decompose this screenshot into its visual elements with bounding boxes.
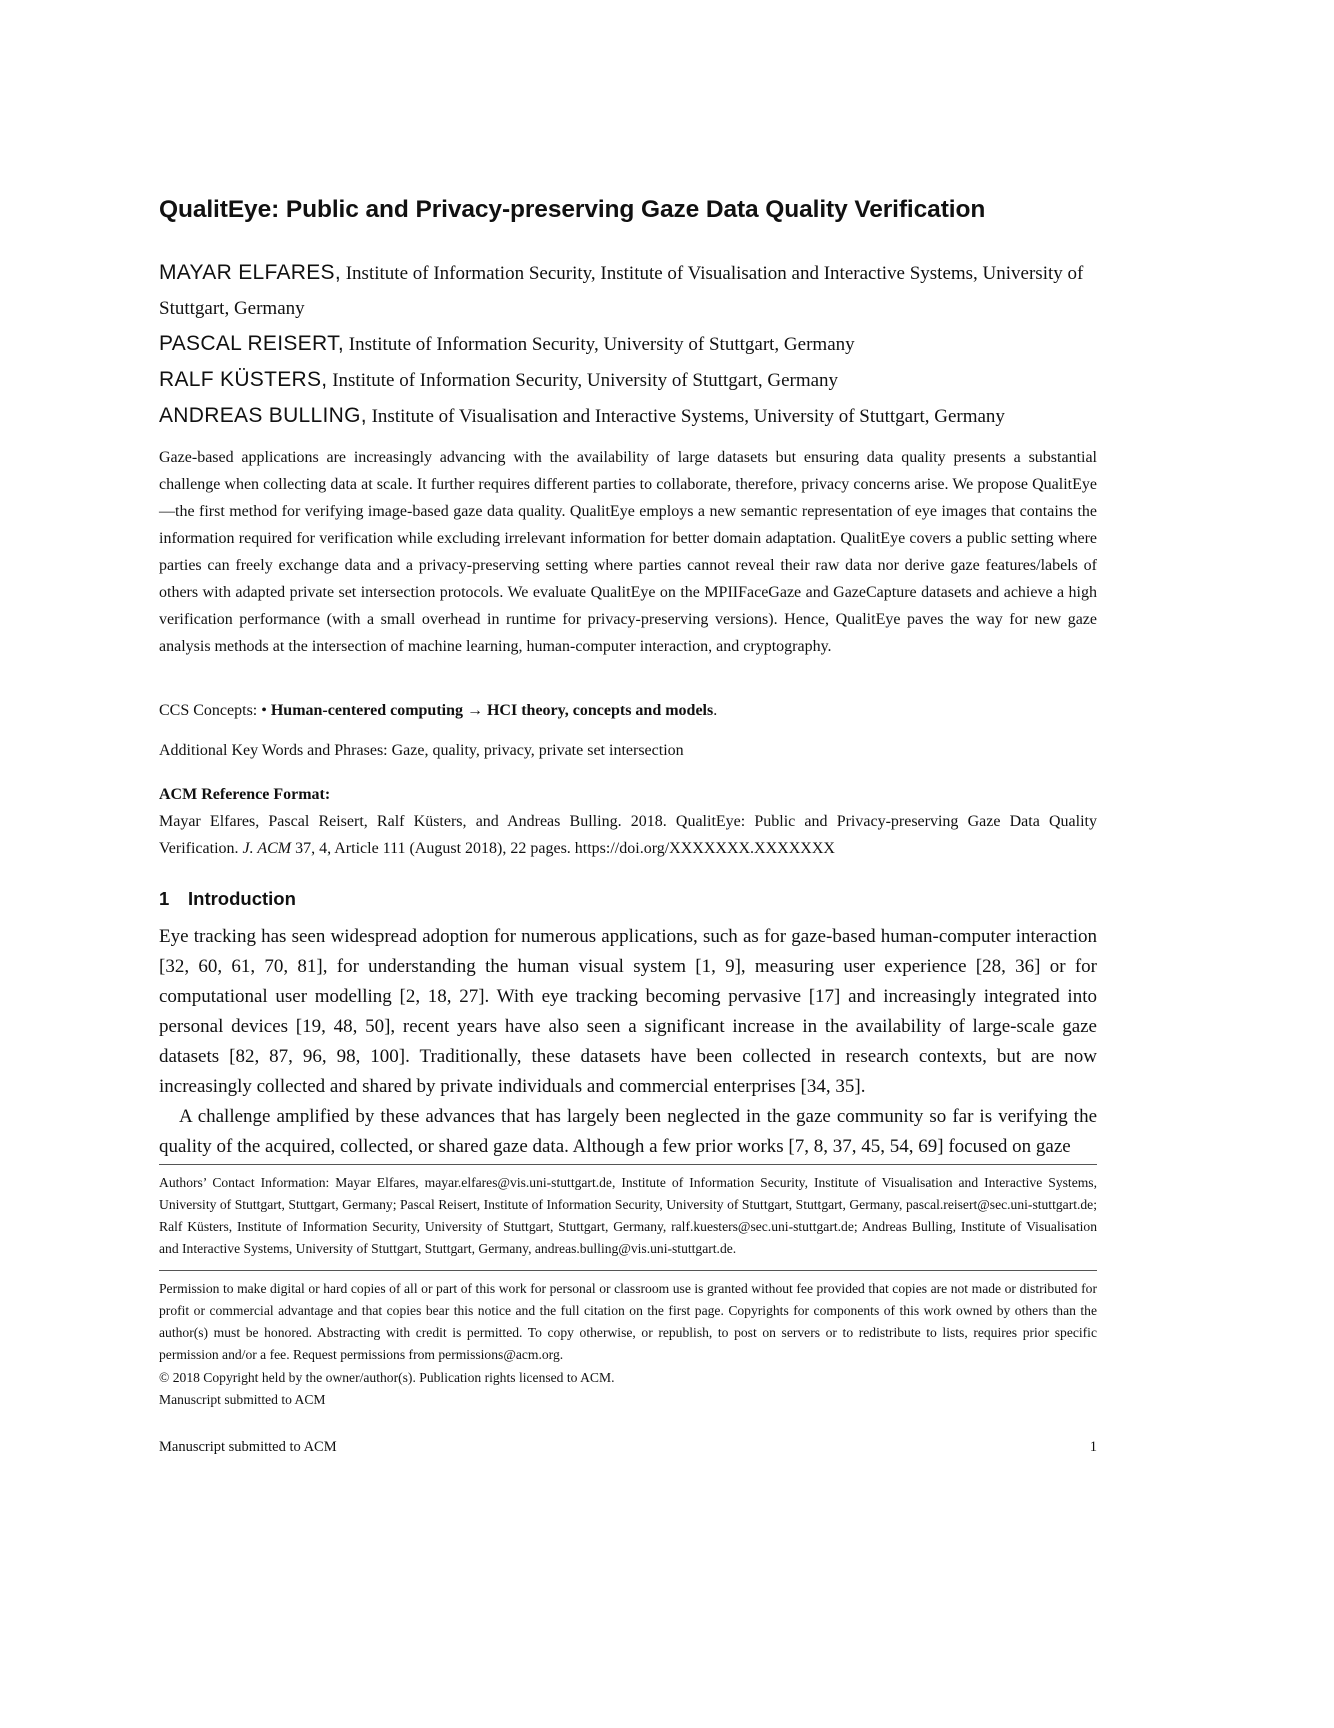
acm-reference-heading: ACM Reference Format: — [159, 786, 331, 803]
acm-reference-text — [159, 808, 1097, 862]
author-name: ANDREAS BULLING, — [159, 404, 367, 427]
author-entry — [159, 362, 1097, 398]
page-number: 1 — [1089, 1439, 1097, 1455]
section-heading — [159, 888, 296, 910]
author-name: PASCAL REISERT, — [159, 332, 345, 355]
ccs-prefix: CCS Concepts: • — [159, 702, 271, 719]
abstract: Gaze-based applications are increasingly advancing with the availability of large datasets but ensuring data quality presents a substantial challenge when collecting data at scale. It further requires different parties to collaborate, therefore, privacy concerns arise. We propose QualitEye—the first method for verifying image-based gaze data quality. QualitEye employs a new semantic representation of eye images that contains the information required for verification while excluding irrelevant information for better domain adaptation. QualitEye covers a public setting where parties can freely exchange data and a privacy-preserving setting where parties cannot reveal their raw data nor derive gaze features/labels of others with adapted private set intersection protocols. We evaluate QualitEye on the MPIIFaceGaze and GazeCapture datasets and achieve a high verification performance (with a small overhead in runtime for privacy-preserving versions). Hence, QualitEye paves the way for new gaze analysis methods at the intersection of machine learning, human-computer interaction, and cryptography. — [159, 449, 1097, 655]
acm-reference-details: 37, 4, Article 111 (August 2018), 22 pages. https://doi.org/XXXXXXX.XXXXXXX — [291, 840, 835, 857]
copyright-block — [159, 1367, 1097, 1411]
author-entry — [159, 326, 1097, 362]
author-name: RALF KÜSTERS, — [159, 368, 328, 391]
author-entry — [159, 255, 1097, 326]
paragraph: A challenge amplified by these advances that has largely been neglected in the gaze community so far is verifying the quality of the acquired, collected, or shared gaze data. Although a few prior works [7, 8, 37, 45, 54, 69] focused on gaze — [159, 1106, 1097, 1157]
permission-notice: Permission to make digital or hard copies of all or part of this work for personal or classroom use is granted without fee provided that copies are not made or distributed for profit or commercial advantage and that copies bear this notice and the full citation on the first page. Copyrights for components of this work owned by others than the author(s) must be honored. Abstracting with credit is permitted. To copy otherwise, or republish, to post on servers or to redistribute to lists, requires prior specific permission and/or a fee. Request permissions from permissions@acm.org. — [159, 1281, 1097, 1362]
footnote-divider — [159, 1164, 1097, 1165]
section-number: 1 — [159, 888, 170, 909]
ccs-concepts — [159, 702, 1097, 720]
paragraph: Eye tracking has seen widespread adoption for numerous applications, such as for gaze-based human-computer interaction [32, 60, 61, 70, 81], for understanding the human visual system [1, 9], measuring user experience [28, 36] or for computational user modelling [2, 18, 27]. With eye tracking becoming pervasive [17] and increasingly integrated into personal devices [19, 48, 50], recent years have also seen a significant increase in the availability of large-scale gaze datasets [82, 87, 96, 98, 100]. Traditionally, these datasets have been collected in research contexts, but are now increasingly collected and shared by private individuals and commercial enterprises [34, 35]. — [159, 926, 1097, 1097]
introduction-body — [159, 922, 1097, 1162]
acm-reference — [159, 781, 1097, 862]
permission-divider — [159, 1270, 1097, 1271]
footer-venue: Manuscript submitted to ACM — [159, 1439, 337, 1455]
author-entry — [159, 398, 1097, 434]
author-affiliation: Institute of Information Security, Institute of Visualisation and Interactive Systems, University of Stuttgart, Germany — [159, 263, 1084, 319]
section-title: Introduction — [188, 888, 296, 909]
journal-name: J. ACM — [242, 840, 292, 857]
acm-reference-citation: Mayar Elfares, Pascal Reisert, Ralf Küsters, and Andreas Bulling. 2018. QualitEye: Public and Privacy-preserving Gaze Data Quality Verification. — [159, 813, 1097, 857]
ccs-suffix: . — [713, 702, 718, 719]
page-footer — [159, 1439, 1097, 1456]
author-affiliation: Institute of Information Security, University of Stuttgart, Germany — [332, 370, 839, 391]
author-name: MAYAR ELFARES, — [159, 261, 341, 284]
copyright-notice: © 2018 Copyright held by the owner/author(s). Publication rights licensed to ACM. — [159, 1370, 615, 1385]
paper-title: QualitEye: Public and Privacy-preserving Gaze Data Quality Verification — [159, 196, 986, 223]
manuscript-note: Manuscript submitted to ACM — [159, 1392, 326, 1407]
author-affiliation: Institute of Information Security, University of Stuttgart, Germany — [348, 334, 855, 355]
author-list — [159, 255, 1097, 434]
author-affiliation: Institute of Visualisation and Interactive Systems, University of Stuttgart, Germany — [371, 406, 1005, 427]
ccs-concept: Human-centered computing → HCI theory, concepts and models — [270, 702, 714, 719]
author-contact-info: Authors’ Contact Information: Mayar Elfares, mayar.elfares@vis.uni-stuttgart.de, Institute of Information Security, Institute of Visualisation and Interactive Systems, University of Stuttgart, Stuttgart, Germany; Pascal Reisert, Institute of Information Security, University of Stuttgart, Stuttgart, Germany, pascal.reisert@sec.uni-stuttgart.de; Ralf Küsters, Institute of Information Security, University of Stuttgart, Stuttgart, Germany, ralf.kuesters@sec.uni-stuttgart.de; Andreas Bulling, Institute of Visualisation and Interactive Systems, University of Stuttgart, Stuttgart, Germany, andreas.bulling@vis.uni-stuttgart.de. — [159, 1175, 1097, 1256]
keywords: Additional Key Words and Phrases: Gaze, quality, privacy, private set intersection — [159, 742, 684, 759]
